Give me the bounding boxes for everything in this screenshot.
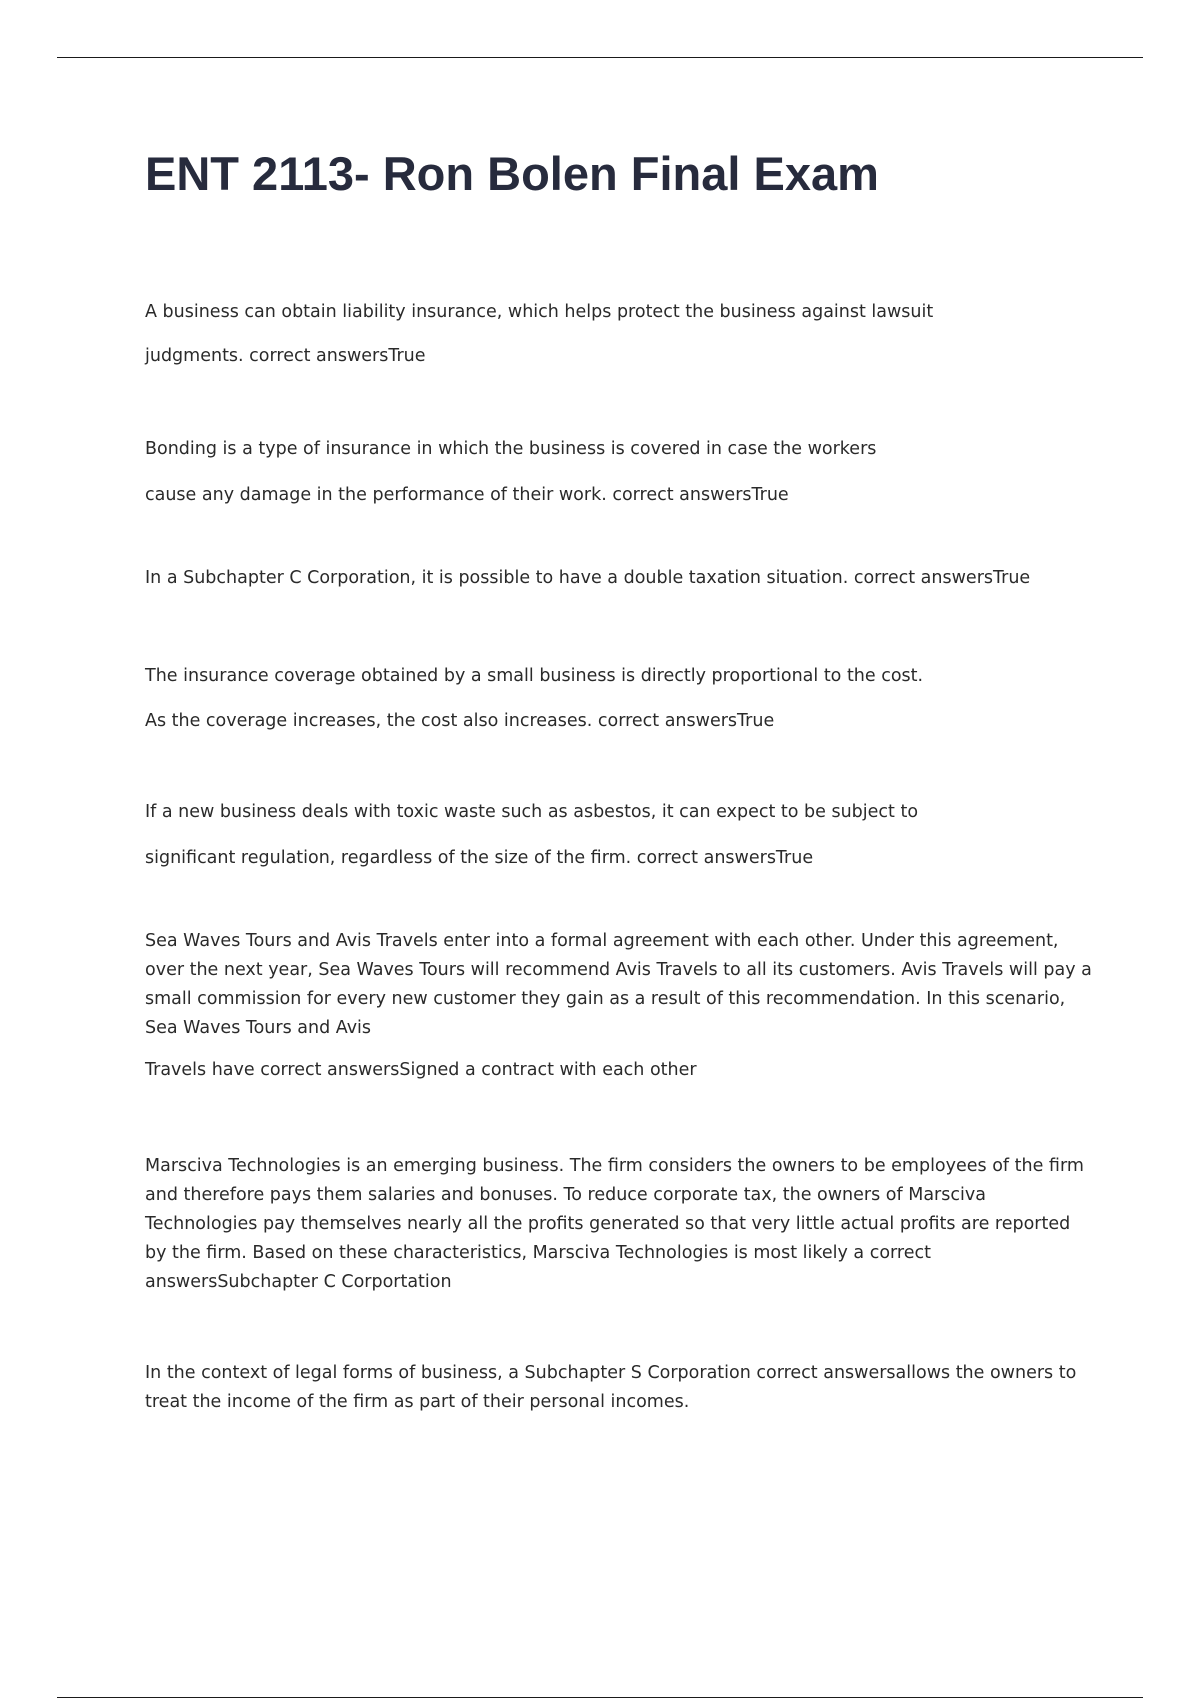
top-rule [57,57,1143,58]
bottom-rule [57,1697,1143,1698]
question-2-line-1: Bonding is a type of insurance in which the business is covered in case the workers [145,439,877,459]
question-1-line-1: A business can obtain liability insurance, which helps protect the business against lawsuit [145,302,934,322]
question-2 [145,426,1095,518]
question-5-line-2: significant regulation, regardless of the size of the firm. correct answersTrue [145,848,814,868]
question-7 [145,1152,1095,1297]
question-8 [145,1359,1095,1417]
question-3-line-1: In a Subchapter C Corporation, it is possible to have a double taxation situation. correct answersTrue [145,568,1031,588]
question-8-text: In the context of legal forms of business, a Subchapter S Corporation correct answersallows the owners to treat the income of the firm as part of their personal incomes. [145,1363,1077,1412]
question-1 [145,290,1095,378]
question-5 [145,789,1095,881]
question-7-text: Marsciva Technologies is an emerging business. The firm considers the owners to be employees of the firm and therefore pays them salaries and bonuses. To reduce corporate tax, the owners of Marsciva Technologies pay themselves nearly all the profits generated so that very little actual profits are reported by the firm. Based on these characteristics, Marsciva Technologies is most likely a correct answersSubchapter C Corportation [145,1156,1084,1292]
question-4 [145,654,1095,744]
question-6-answer-line: Travels have correct answersSigned a contract with each other [145,1060,697,1080]
page-title: ENT 2113- Ron Bolen Final Exam [145,147,879,200]
question-6-text: Sea Waves Tours and Avis Travels enter into a formal agreement with each other. Under this agreement, over the next year, Sea Waves Tours will recommend Avis Travels to all its customers. Avis Travels will pay a small commission for every new customer they gain as a result of this recommendation. In this scenario, Sea Waves Tours and Avis [145,931,1092,1038]
question-6 [145,927,1095,1080]
question-5-line-1: If a new business deals with toxic waste such as asbestos, it can expect to be subject to [145,802,919,822]
question-4-line-2: As the coverage increases, the cost also increases. correct answersTrue [145,711,775,731]
question-2-line-2: cause any damage in the performance of their work. correct answersTrue [145,485,789,505]
question-1-line-2: judgments. correct answersTrue [145,346,426,366]
question-4-line-1: The insurance coverage obtained by a small business is directly proportional to the cost. [145,666,924,686]
question-3 [145,563,1095,593]
